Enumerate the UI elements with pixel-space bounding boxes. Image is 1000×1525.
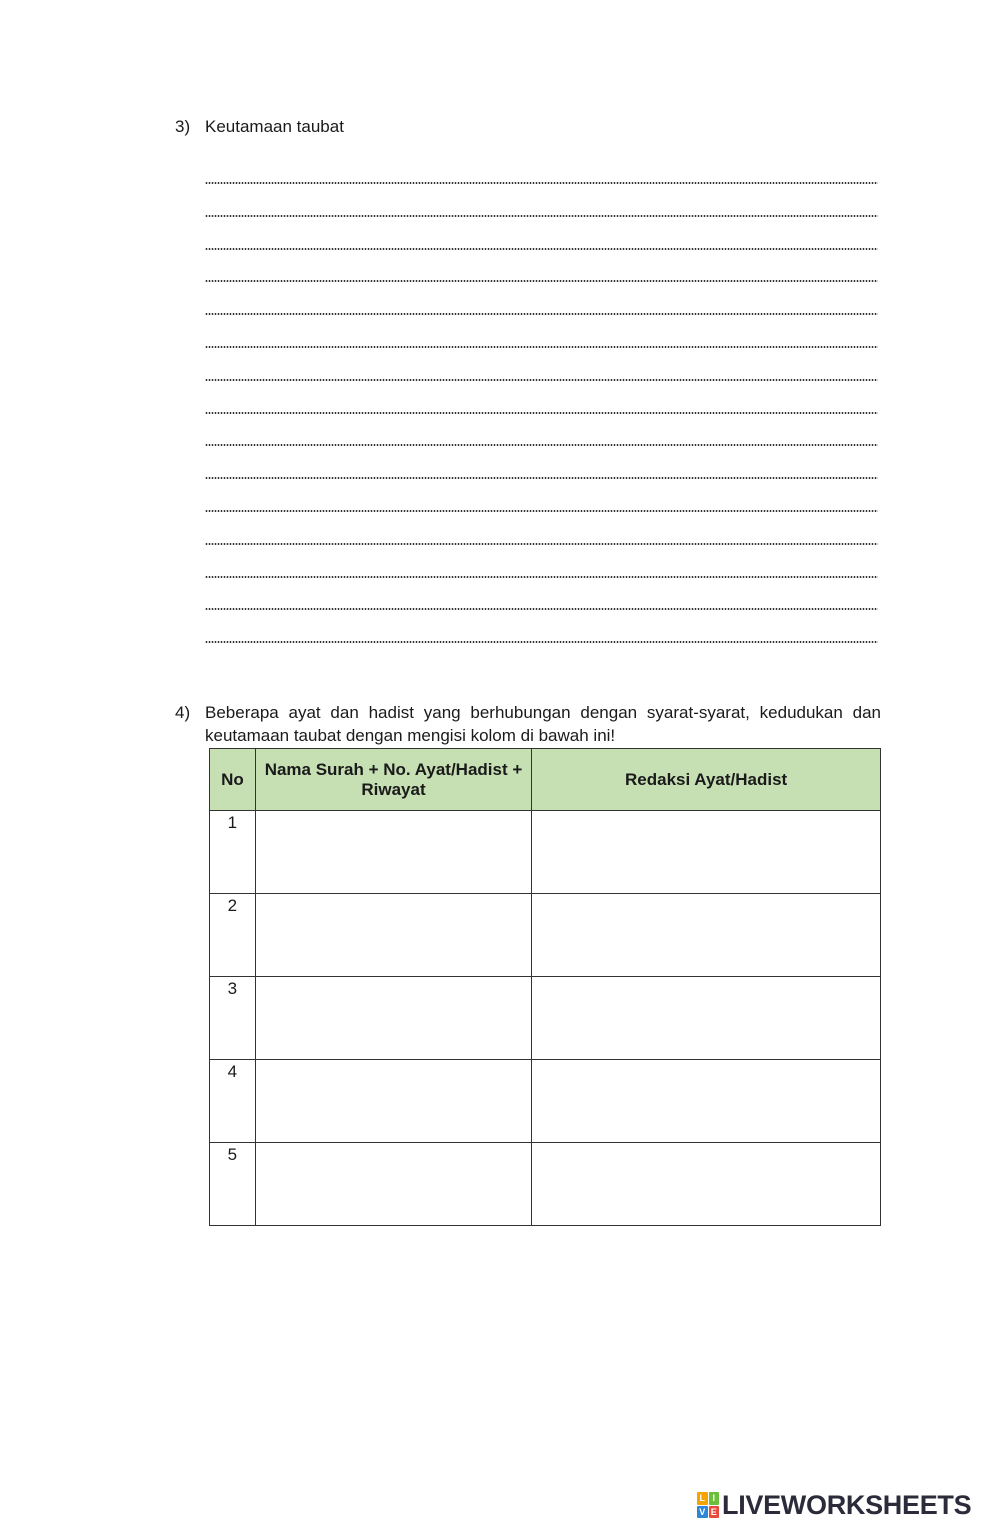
- header-no: No: [210, 749, 256, 811]
- logo-letter-tile: L: [697, 1492, 708, 1505]
- row-number-cell: [210, 1143, 256, 1226]
- header-nama-surah: Nama Surah + No. Ayat/Hadist + Riwayat: [255, 749, 531, 811]
- nama-surah-cell[interactable]: [255, 977, 531, 1060]
- redaksi-cell[interactable]: [532, 977, 881, 1060]
- nama-surah-cell[interactable]: [255, 894, 531, 977]
- table-row: [210, 1060, 881, 1143]
- answer-line[interactable]: [205, 610, 878, 643]
- redaksi-cell[interactable]: [532, 894, 881, 977]
- table-row: [210, 1143, 881, 1226]
- row-number: 3: [227, 979, 238, 998]
- answer-line[interactable]: [205, 446, 878, 479]
- question-4-text: Beberapa ayat dan hadist yang berhubungan dengan syarat-syarat, kedudukan dan keutamaan taubat dengan mengisi kolom di bawah ini!: [205, 703, 881, 745]
- logo-letter-tile: E: [709, 1506, 720, 1519]
- answer-line[interactable]: [205, 578, 878, 611]
- answer-lines: [205, 168, 878, 643]
- table-header-row: [210, 749, 881, 811]
- liveworksheets-logo: [697, 1490, 971, 1520]
- row-number-cell: [210, 811, 256, 894]
- redaksi-cell[interactable]: [532, 1143, 881, 1226]
- row-number: 1: [227, 813, 238, 832]
- nama-surah-cell[interactable]: [255, 811, 531, 894]
- liveworksheets-wordmark: LIVEWORKSHEETS: [722, 1489, 972, 1520]
- answer-line[interactable]: [205, 545, 878, 578]
- question-3-heading: [175, 117, 344, 137]
- answer-table: [209, 748, 881, 1226]
- nama-surah-cell[interactable]: [255, 1060, 531, 1143]
- redaksi-cell[interactable]: [532, 811, 881, 894]
- row-number: 5: [227, 1145, 238, 1164]
- table-row: [210, 894, 881, 977]
- question-3-title: Keutamaan taubat: [205, 117, 344, 136]
- answer-line[interactable]: [205, 381, 878, 414]
- table-row: [210, 811, 881, 894]
- question-4-number: 4): [175, 703, 191, 722]
- redaksi-cell[interactable]: [532, 1060, 881, 1143]
- answer-line[interactable]: [205, 250, 878, 283]
- answer-line[interactable]: [205, 282, 878, 315]
- answer-line[interactable]: [205, 479, 878, 512]
- row-number-cell: [210, 1060, 256, 1143]
- question-3-number: 3): [175, 117, 191, 136]
- answer-line[interactable]: [205, 168, 878, 184]
- nama-surah-cell[interactable]: [255, 1143, 531, 1226]
- logo-letter-tile: I: [709, 1492, 720, 1505]
- answer-line[interactable]: [205, 315, 878, 348]
- answer-line[interactable]: [205, 512, 878, 545]
- answer-line[interactable]: [205, 217, 878, 250]
- liveworksheets-icon: [697, 1492, 719, 1518]
- row-number: 4: [227, 1062, 238, 1081]
- table-row: [210, 977, 881, 1060]
- header-redaksi: Redaksi Ayat/Hadist: [532, 749, 881, 811]
- row-number: 2: [227, 896, 238, 915]
- row-number-cell: [210, 894, 256, 977]
- answer-line[interactable]: [205, 184, 878, 217]
- answer-line[interactable]: [205, 348, 878, 381]
- logo-letter-tile: V: [697, 1506, 708, 1519]
- row-number-cell: [210, 977, 256, 1060]
- answer-line[interactable]: [205, 414, 878, 447]
- question-4-heading: [175, 701, 881, 747]
